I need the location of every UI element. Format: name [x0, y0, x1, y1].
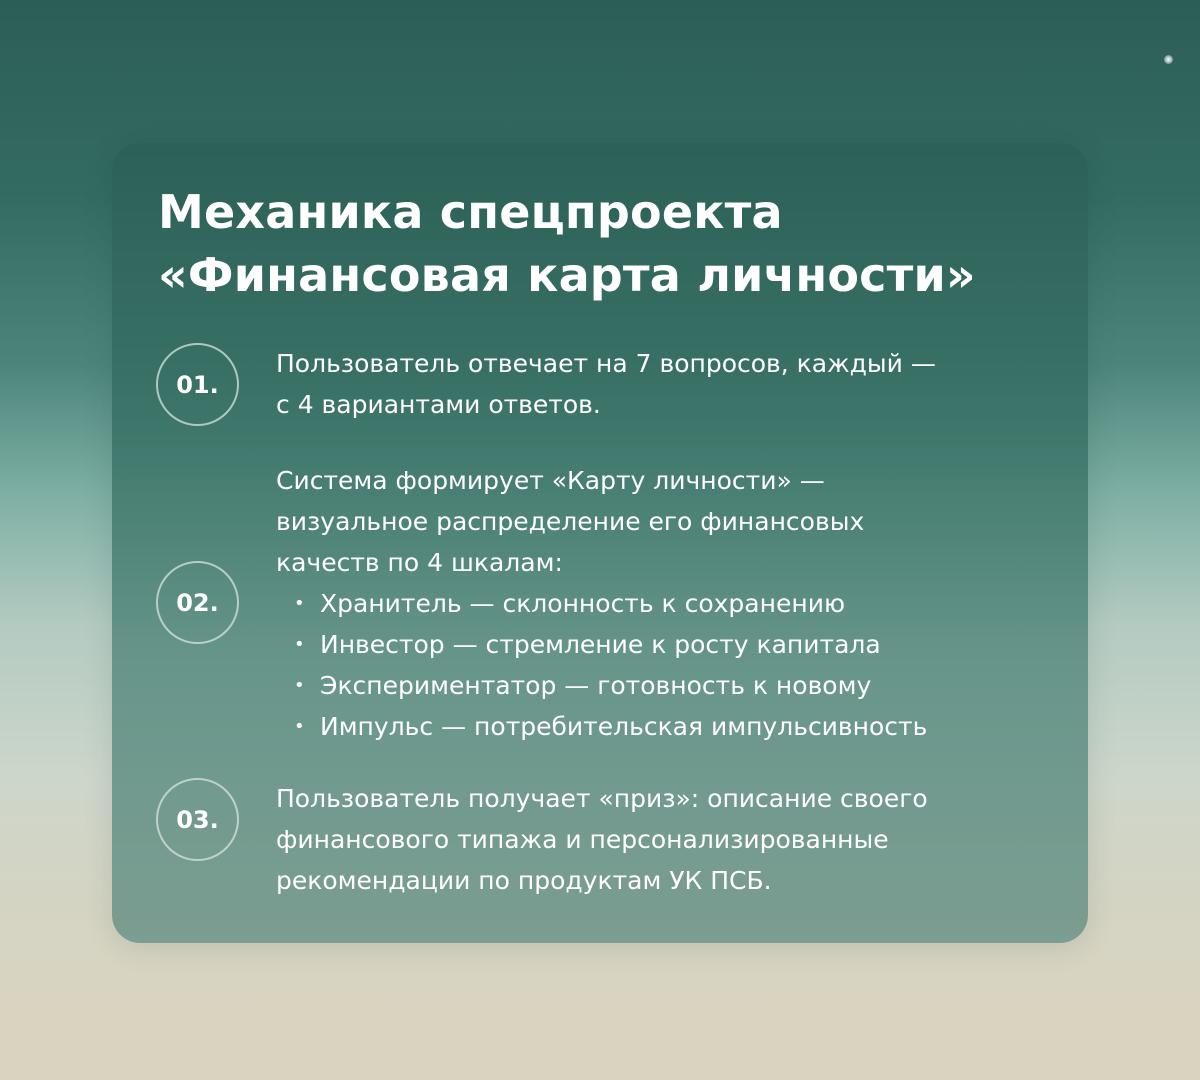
scale-item-impulse: • Импульс — потребительская импульсивность: [294, 706, 1066, 747]
step-1-number-badge: 01.: [156, 343, 239, 426]
scale-item-keeper: • Хранитель — склонность к сохранению: [294, 583, 1066, 624]
scales-list: [276, 583, 1066, 747]
step-3-number-badge: 03.: [156, 778, 239, 861]
scale-item-investor: • Инвестор — стремление к росту капитала: [294, 624, 1066, 665]
step-3-line: рекомендации по продуктам УК ПСБ.: [276, 866, 772, 895]
step-3-line: Пользователь получает «приз»: описание своего: [276, 784, 928, 813]
step-1-line: с 4 вариантами ответов.: [276, 390, 601, 419]
step-2-line: качеств по 4 шкалам:: [276, 548, 563, 577]
card-title-line-1: Механика спецпроекта: [158, 185, 783, 239]
step-2-number-badge: 02.: [156, 561, 239, 644]
step-1-line: Пользователь отвечает на 7 вопросов, каждый —: [276, 349, 936, 378]
sparkle-decoration: [1164, 55, 1173, 64]
card-title: [158, 181, 976, 307]
step-1-text: [276, 343, 1066, 425]
info-card: [112, 143, 1088, 943]
step-2-line: Система формирует «Карту личности» —: [276, 466, 825, 495]
step-2-line: визуальное распределение его финансовых: [276, 507, 865, 536]
step-2-text: [276, 460, 1066, 747]
step-3-text: [276, 778, 1066, 901]
step-3-line: финансового типажа и персонализированные: [276, 825, 889, 854]
scale-item-experimenter: • Экспериментатор — готовность к новому: [294, 665, 1066, 706]
card-title-line-2: «Финансовая карта личности»: [158, 248, 976, 302]
